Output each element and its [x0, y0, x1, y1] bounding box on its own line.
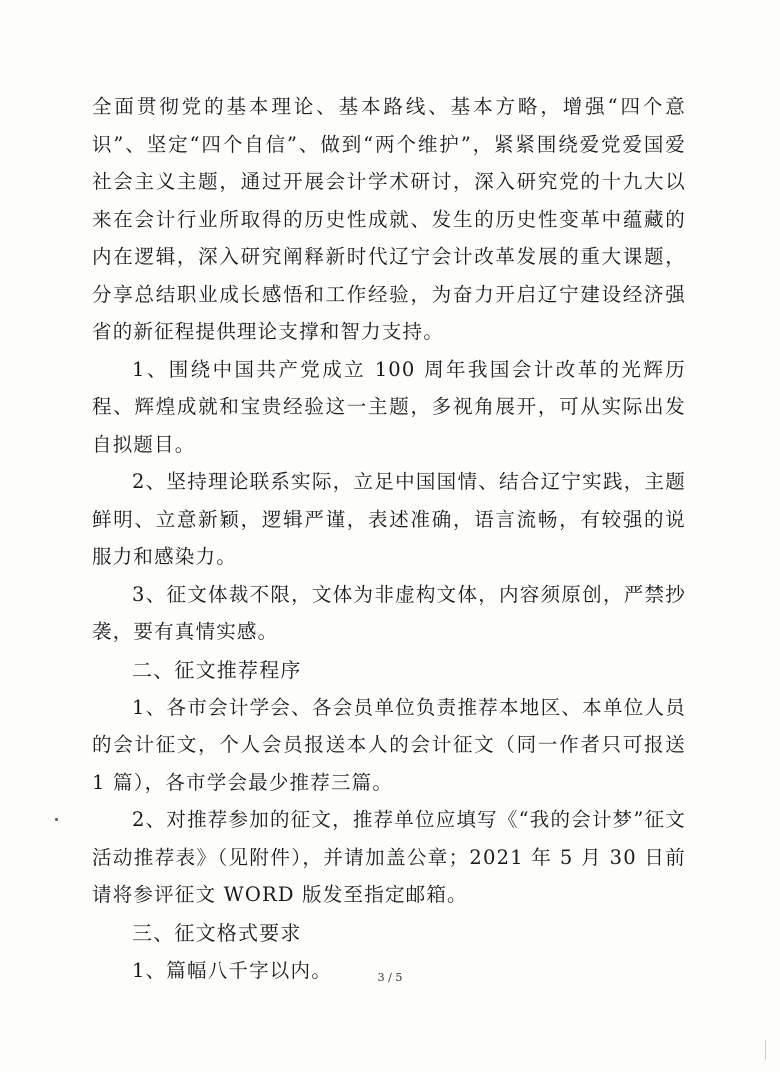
page-number: 3 / 5	[377, 971, 403, 984]
recommendation-item-2: 2、对推荐参加的征文，推荐单位应填写《“我的会计梦”征文活动推荐表》（见附件），并请加盖公章；2021 年 5 月 30 日前请将参评征文 WORD 版发至指定邮箱。	[92, 808, 686, 906]
section-heading-recommendation: 二、征文推荐程序	[132, 657, 302, 682]
scan-edge-mark	[765, 1040, 774, 1060]
section-heading-format: 三、征文格式要求	[132, 920, 302, 945]
recommendation-item-1: 1、各市会计学会、各会员单位负责推荐本地区、本单位人员的会计征文，个人会员报送本人的会计征文（同一作者只可报送 1 篇），各市学会最少推荐三篇。	[92, 695, 686, 794]
format-item-1: 1、篇幅八千字以内。	[132, 958, 332, 982]
document-body	[92, 88, 686, 989]
paragraph-item-2: 2、坚持理论联系实际，立足中国国情、结合辽宁实践，主题鲜明、立意新颖，逻辑严谨，表述准确，语言流畅，有较强的说服力和感染力。	[92, 470, 686, 568]
paragraph-item-3: 3、征文体裁不限，文体为非虚构文体，内容须原创，严禁抄袭，要有真情实感。	[92, 582, 686, 643]
paragraph-intro: 全面贯彻党的基本理论、基本路线、基本方略，增强“四个意识”、坚定“四个自信”、做到“两个维护”，紧紧围绕爱党爱国爱社会主义主题，通过开展会计学术研讨，深入研究党的十九大以来在会计行业所取得的历史性成就、发生的历史性变革中蕴藏的内在逻辑，深入研究阐释新时代辽宁会计改革发展的重大课题，分享总结职业成长感悟和工作经验，为奋力开启辽宁建设经济强省的新征程提供理论支撑和智力支持。	[92, 95, 686, 343]
paragraph-item-1: 1、围绕中国共产党成立 100 周年我国会计改革的光辉历程、辉煌成就和宝贵经验这一主题，多视角展开，可从实际出发自拟题目。	[92, 357, 686, 456]
scan-speck	[55, 818, 58, 821]
